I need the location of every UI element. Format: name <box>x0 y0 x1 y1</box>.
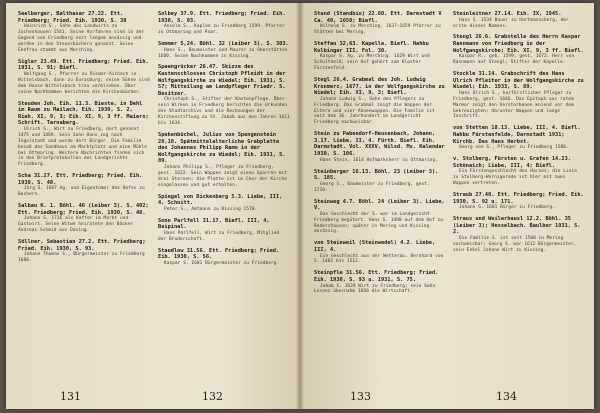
entry-heading: Solbey 37.9. Ett. Friedberg; Fried. Eih. 1930, S. 93. <box>158 11 286 24</box>
page-number-132: 132 <box>202 390 223 403</box>
entry-heading: Scha 31.27. Ett. Friedberg; Fried. Eih. 1930, S. 48. <box>18 173 143 186</box>
entry-text: Johann Ludwig S., Sohn des Pflegers zu Friedberg. Das Grabmal zeigt die Wappen der Eltern und vier Ahnenwappen. Die Familie ist seit dem 16. Jahrhundert im Landgericht Friedberg nachweisbar. <box>314 96 435 126</box>
register-entry <box>158 248 290 267</box>
entry-text: Hans Stein, 1614 Hofmarksherr zu Ottmaring. <box>320 157 438 163</box>
entry-text: Kaspar R., geb. 1599, gest. 1672. Herr von Rannmann auf Stengl; Stifter der Kapelle. <box>453 54 575 66</box>
page-number-133: 133 <box>350 390 371 403</box>
register-entry <box>314 199 445 236</box>
left-page <box>6 3 300 409</box>
entry-text: Anselm S., Kaplan zu Friedberg 1599. Pfarrer zu Ottmaring und Paar. <box>158 24 285 36</box>
entry-text: Heinrich S., Sohn des Landwirts zu Jachenhausen 1541. Seine Vorfahren sind in der Gegend von Friedberg seit langem ansässig und werden in den Steuerbüchern genannt. Seine Ehefrau stammt aus Merching. <box>18 24 145 53</box>
entry-text: Hans Ulrich S., kurfürstlicher Pfleger zu Friedberg, gest. 1646. Das Epitaph aus rotem Marmor zeigt den Verstorbenen kniend vor dem Gekreuzigten; darunter Wappen und lange Inschrift. <box>453 90 574 120</box>
register-entry <box>158 132 290 189</box>
entry-heading: Stein zu Pabendorf-Heusenbach, Johann, 3.17. Liebe, II, 4. Fürth. Biefl. Eih. Darmstadt. Vol. XXXV, Wilsd. Ms. Kalendar 1930, S. 106. <box>314 131 445 157</box>
register-entry <box>314 77 445 126</box>
entry-text: Kaspar S. 1601 Bürgermeister zu Friedberg. <box>164 260 280 266</box>
column-133 <box>314 11 445 381</box>
right-page-columns <box>314 11 584 381</box>
entry-text: Jörg S. 1607 Ag. und Eigentümer des Hofes zu Bachern. <box>18 186 145 198</box>
entry-heading: Sonn Parlfell 31.17. Biefl. III, 4, Beipinal. <box>158 217 270 231</box>
entry-text: Johann S. 1716 als Kaffer im Markt und Gastwirt. Seine Witwe heiratete den Bäcker Andreas Schmid aus Dasing. <box>18 216 134 234</box>
entry-heading: Spekenbüchel, Julius von Spengenstein 28,10. Spätmittelalterliche Grabplatte des Johannes Philipp Ramm in der Wolfgangskirche zu Wiedel; Eih. 1931, S. 89. <box>158 131 286 165</box>
register-entry <box>18 11 150 54</box>
register-entry <box>314 270 445 295</box>
entry-heading: Salbau K. 1. Böhl. 46 (Leiber 3). S. 402; Ett. Friedberg; Fried. Eih. 1930, S. 48. <box>18 203 149 216</box>
register-entry <box>158 194 290 213</box>
entry-text: Ein Fürstengeschlecht des Harzes; die Linie zu Stolberg-Wernigerode ist hier mit zwei Wappen vertreten. <box>453 169 577 186</box>
entry-heading: Stegl 26,4. Grabmal des Joh. Ludwig Kronmerc, 1677, in der Wolfgangskirche zu Wiedel; Eih. XI, 9, 3; Biefl. <box>314 76 445 97</box>
register-entry <box>453 156 584 187</box>
register-entry <box>314 169 445 194</box>
entry-heading: Steinweg 4.7. Böhl. 24 (Leiber 3). Liebe, V. <box>314 198 445 212</box>
register-entry <box>18 203 150 234</box>
register-entry <box>158 11 290 36</box>
page-number-131: 131 <box>60 390 81 403</box>
left-page-columns <box>18 11 290 381</box>
entry-heading: Steinleitner 27.14. Eih. IX, 1945. <box>453 11 562 17</box>
register-entry <box>453 192 584 211</box>
entry-text: Die Familie S. ist seit 1500 in Mering nachweisbar; Georg S. war 1612 Bürgermeister, sein Enkel Johann Wirt zu Kissing. <box>453 235 577 253</box>
entry-text: Ulrich S., Wirt zu Friedberg, dort genannt 1475 und 1489. Sein Sohn Hans zog nach Ingolstadt und wurde dort Bürger. Die Familie besaß das Sandhaus am Marktplatz und eine Mühle bei Ottmaring. Weitere Nachrichten finden sich in den Briefprotokollen des Landgerichts Friedberg. <box>18 126 147 168</box>
entry-heading: Straus und Weilerhausl 12.2. Böhl. 35 (Leiber 3); Hesselbach. Baulber 1931, S. 2. <box>453 216 581 236</box>
entry-text: Johann Thomas S., Bürgermeister zu Friedberg 1688. <box>18 252 145 264</box>
entry-heading: Seelberger, Balthasar 27.22. Ett. Friedberg; Fried. Eih. 1930, S. 38 <box>18 11 127 24</box>
entry-text: Kaspar S. Ag. zu Merching. 1629 Wirt und Schultheiß; sein Hof gehört zum Kloster Fürstenfeld. <box>314 54 430 71</box>
entry-text: Hans S., Baumeister und Maurer zu Oberstätten 1600. Seine Nachkommen in Kissing. <box>158 47 288 59</box>
entry-heading: Spiegel von Dickenberg 5.3. Liebe, III, 4, Schnitt. <box>158 193 283 207</box>
register-entry <box>18 239 150 264</box>
entry-heading: Steinpfle 31.56. Ett. Friedberg; Fried. Eih. 1930, S. 93 u. 1931, S. 75. <box>314 270 439 283</box>
register-entry <box>453 216 584 254</box>
register-entry <box>158 64 290 127</box>
register-entry <box>158 218 290 243</box>
register-entry <box>18 101 150 169</box>
entry-heading: Steuden Joh. Eih. 11.3. Bieste, in Dehl im Raum zu Mailach, Eih. 1930, S. 2, Rieh. XI, 9, 3; Eih. XI, 9, 3 ff. Maiers; Schrift. Tarnaberg. <box>18 100 149 127</box>
entry-text: Georg S., Baumeister zu Friedberg, gest. 1710. <box>314 181 430 193</box>
entry-text: Christoph S., Stifter der Kastenpflege. Über sein Wirken in Friedberg berichten die Urkunden des Stadtarchivs und die Rechnungen der Kirchenstiftung zu St. Jakob aus den Jahren 1611 bis 1634. <box>158 97 290 126</box>
register-entry <box>314 131 445 163</box>
register-entry <box>453 11 584 29</box>
column-131 <box>18 11 150 381</box>
column-132 <box>158 11 290 381</box>
register-entry <box>453 34 584 66</box>
entry-text: Hans Parlfell, Wirt zu Friedberg, Mitglied der Bruderschaft. <box>158 230 280 242</box>
entry-text: Johann Philipp S., Pfleger zu Friedberg, gest. 1622. Sein Wappen zeigt einen Sparren mit drei Sternen; die Platte ist im Chor der Kirche eingelassen und gut erhalten. <box>158 164 287 188</box>
entry-text: Jakob S. 1639 Wirt zu Friedberg; sein Sohn Lorenz übernahm 1660 die Wirtschaft. <box>314 283 436 295</box>
entry-text: Ein Geschlecht aus der Wetterau. Bernhard von S. 1482 bis 1512. <box>314 253 444 265</box>
entry-text: Georg von S., Pfleger zu Friedberg 1580. <box>459 145 569 151</box>
entry-text: Johann S. 1601 Bürger zu Friedberg. <box>459 205 556 211</box>
entry-heading: Straub 27.40. Ett. Friedberg; Fried. Eih. 1930, S. 92 u. 171. <box>453 191 584 205</box>
entry-heading: v. Stolberg, Fürsten u. Grafen 14.23. Schönaich; Liebe, III, 4; Biefl. <box>453 156 571 169</box>
register-entry <box>453 125 584 151</box>
entry-heading: Söllner, Sebastian 27.2. Ett. Friedberg; Fried. Eih. 1930, S. 93. <box>18 239 146 252</box>
entry-heading: Steffan 32,63. Kapelle. Biefl. Nahbu Kolbinger III, Fol. 30. <box>314 41 429 54</box>
register-entry <box>314 11 445 36</box>
entry-heading: Stand (Standbio) 22.60. Ett. Darmstadt V Ca. 40, 1650; Biefl. <box>314 11 442 24</box>
entry-heading: Steinberger 16.13. Böhl. 23 (Leiber 3). S. 185. <box>314 168 439 182</box>
entry-heading: von Stetten 18.13. Liebe, III, 4. Biefl. Nahbu Fürstenfelde, Darmstadt 1931; Kirchb. Des Hans Herbst. <box>453 125 581 145</box>
register-entry <box>158 41 290 59</box>
entry-text: Peter S., Amtmann zu Kissing 1570. <box>164 206 258 212</box>
register-entry <box>18 173 150 198</box>
entry-heading: Stockle 31.14. Grabschrift des Hans Ulrich Pfleiter in der Wolfgangskirche zu Wiedel; Eih. 1933, S. 89. <box>453 71 584 91</box>
entry-heading: Spaengrücker 26.47. Skizze des Kastenschlosses Christoph Pfleidt in der Wolfgangskirche zu Wiedel; Eih. 1931, S. 57; Mitteilung am Landpfleger Friedr. S. Besitzer. <box>158 64 286 97</box>
register-entry <box>18 59 150 96</box>
page-number-134: 134 <box>496 390 517 403</box>
register-entry <box>314 41 445 72</box>
right-page <box>300 3 594 409</box>
entry-text: Wilhelm S. zu Merching, 1637–1659 Pfarrer zu Stätten bei Mering. <box>314 24 441 36</box>
entry-text: Hans S. 1534 Bauer zu Hartmannsberg, der erste dieses Namens. <box>453 17 569 29</box>
entry-heading: Staudlow 31.56. Ett. Friedberg; Fried. Eih. 1930, S. 56. <box>158 247 280 261</box>
register-entry <box>453 71 584 120</box>
entry-text: Wolfgang S., Pfarrer zu Rieder-Aichach in Wittelsbach, dann zu Eurasburg; seine Söhne sind dem Hause Wittelsbach treu verblieben. Über seine Nachkommen berichten die Kirchenbücher. <box>18 71 150 95</box>
column-134 <box>453 11 584 381</box>
entry-heading: von Steinweil (Steinwedel) 4.2. Liebe, III, 4. <box>314 240 436 253</box>
register-entry <box>314 240 445 265</box>
book-gutter <box>296 3 304 409</box>
book-spread <box>6 3 594 409</box>
entry-heading: Sommer 5,24. Böhl. 32 (Leiber 3). S. 303. <box>158 41 289 47</box>
entry-text: Das Geschlecht der S. war im Landgericht Friedberg begütert. Hans S. 1498 auf dem Hof zu Rederzhausen; später in Mering und Kissing ansässig. <box>314 211 443 235</box>
entry-heading: Stengl 26.6. Grabstelle des Herrn Kaspar Rannmann von Friedberg in der Wolfgangskirche; Eih. XI, 9, 3 ff. Biefl. <box>453 34 584 54</box>
entry-heading: Sigler 23.49. Ett. Friedberg; Fried. Eih. 1931, S. 91; Biefl. <box>18 58 149 72</box>
